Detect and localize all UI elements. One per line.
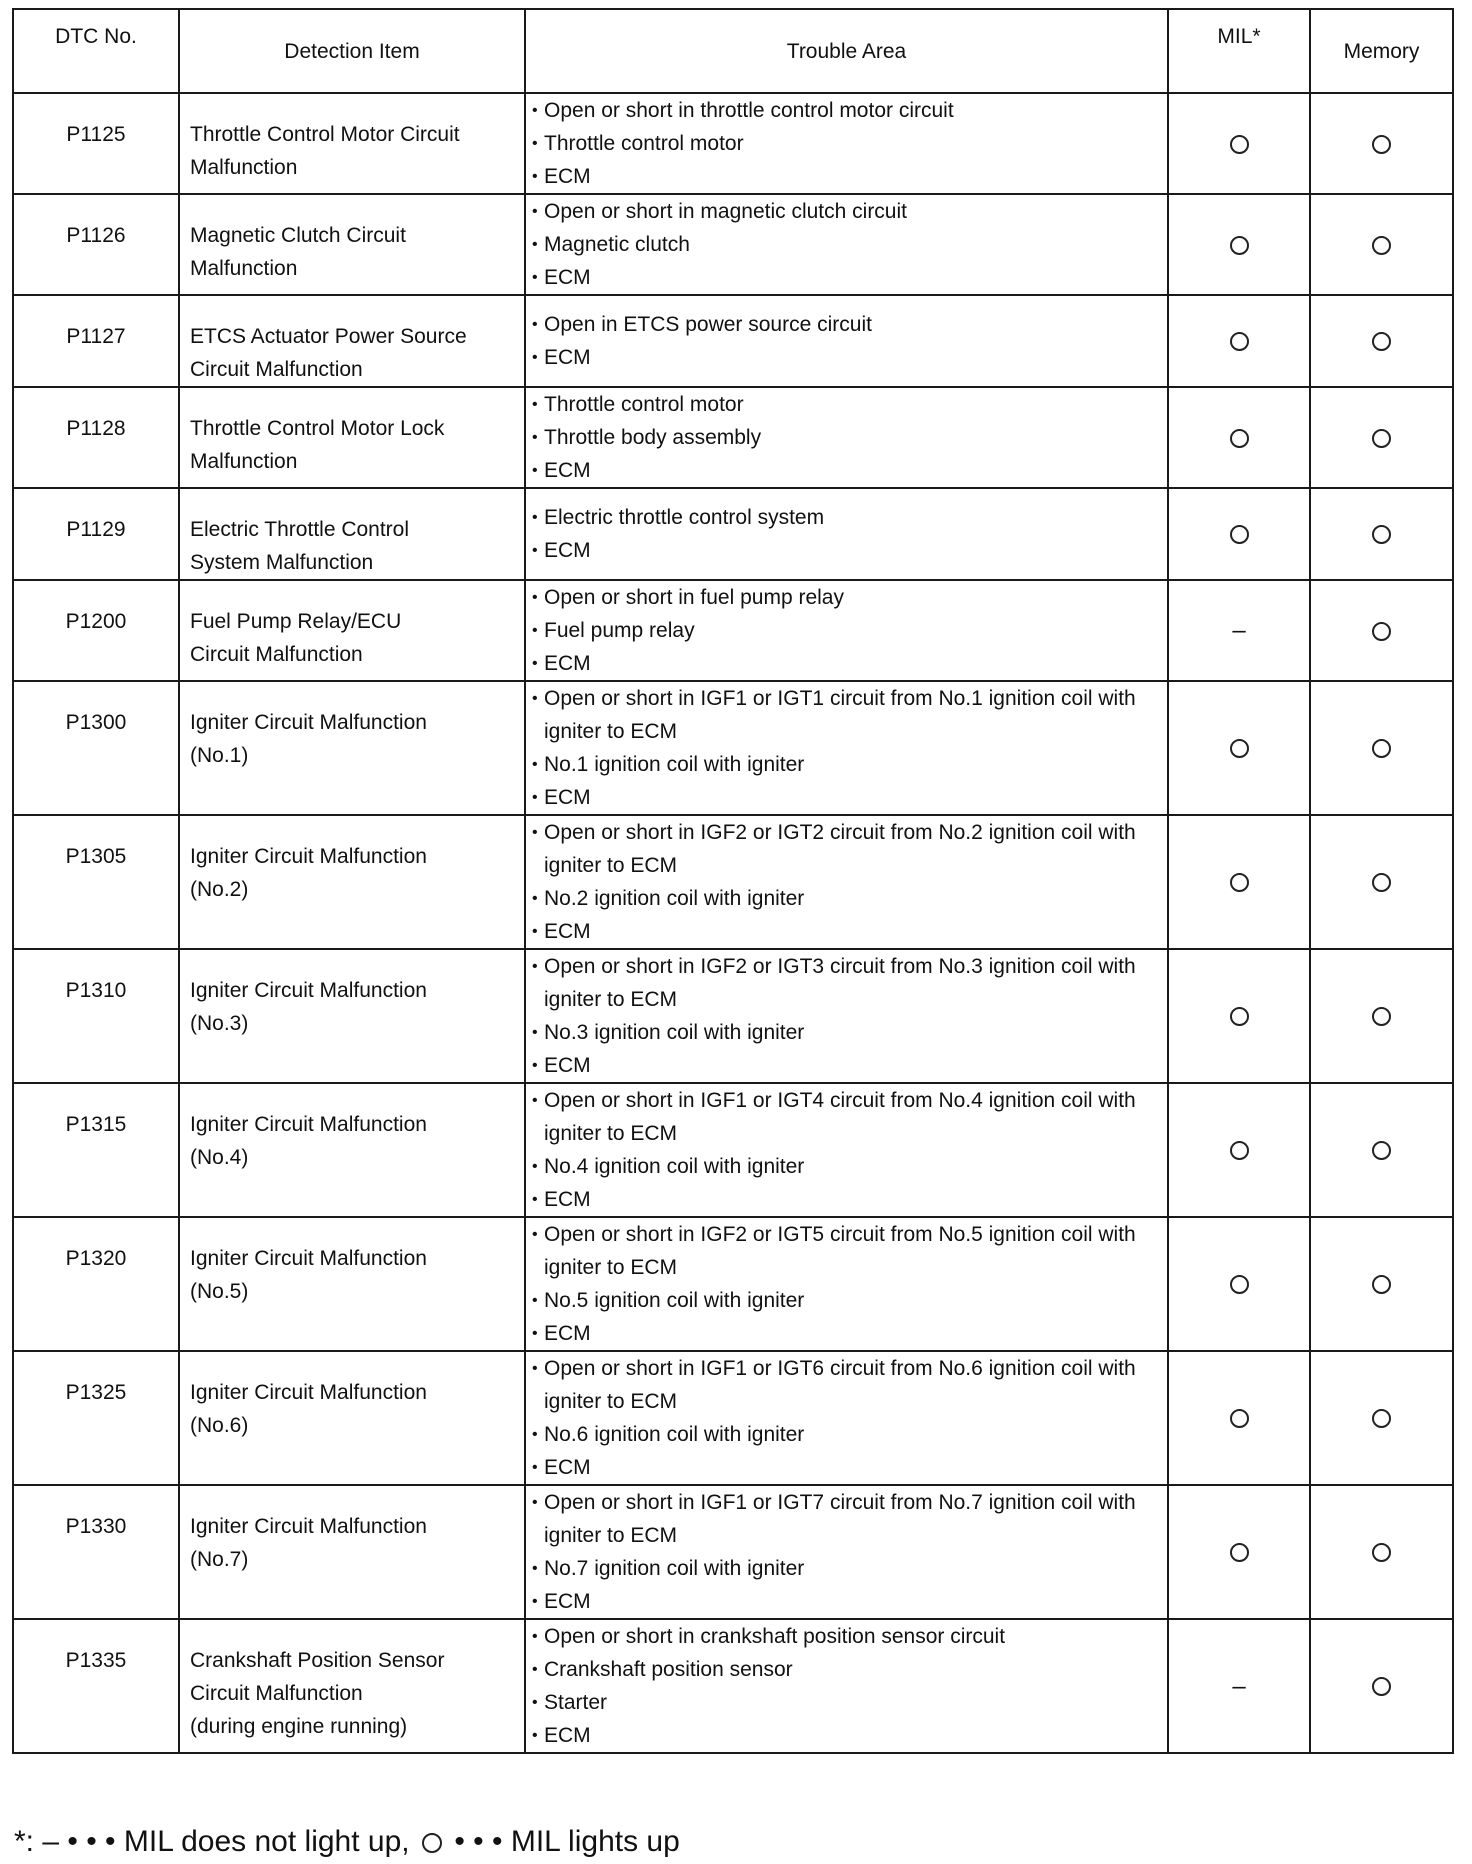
table-row: [13, 949, 1453, 1083]
detection-item-line: Fuel Pump Relay/ECU: [190, 610, 402, 633]
table-row: [13, 488, 1453, 580]
header-detection-item: Detection Item: [179, 9, 525, 93]
mil-cell: [1168, 93, 1310, 194]
mil-cell: [1168, 488, 1310, 580]
footnote: [14, 1824, 680, 1860]
trouble-area: [525, 1083, 1168, 1217]
dtc-code: P1128: [13, 387, 179, 488]
trouble-area-item: • ECM: [532, 534, 1167, 567]
mil-cell: [1168, 1619, 1310, 1753]
trouble-area-item: • ECM: [532, 647, 1167, 680]
trouble-area-item: • ECM: [532, 454, 1167, 487]
table-body: [13, 93, 1453, 1753]
detection-item-line: Igniter Circuit Malfunction: [190, 845, 427, 868]
memory-cell: [1310, 488, 1453, 580]
trouble-area-item: • No.4 ignition coil with igniter: [532, 1150, 1167, 1183]
detection-item-line: Igniter Circuit Malfunction: [190, 979, 427, 1002]
detection-item-line: (No.7): [190, 1548, 249, 1571]
detection-item-line: Malfunction: [190, 450, 298, 473]
dtc-code: P1335: [13, 1619, 179, 1753]
detection-item: [179, 1485, 525, 1619]
trouble-area-item: • ECM: [532, 160, 1167, 193]
trouble-area-list: [532, 308, 1167, 374]
detection-item-line: Circuit Malfunction: [190, 643, 363, 666]
memory-circle-icon: [1372, 236, 1391, 255]
detection-item: [179, 815, 525, 949]
dtc-table: [12, 8, 1454, 1754]
trouble-area-item: • No.3 ignition coil with igniter: [532, 1016, 1167, 1049]
trouble-area-list: [532, 1620, 1167, 1752]
dtc-code: P1125: [13, 93, 179, 194]
memory-circle-icon: [1372, 525, 1391, 544]
table-row: [13, 1217, 1453, 1351]
detection-item: [179, 1619, 525, 1753]
trouble-area-list: [532, 501, 1167, 567]
trouble-area-item: • No.5 ignition coil with igniter: [532, 1284, 1167, 1317]
trouble-area-list: [532, 195, 1167, 294]
trouble-area-item: • Crankshaft position sensor: [532, 1653, 1167, 1686]
detection-item-line: System Malfunction: [190, 551, 374, 574]
mil-circle-icon: [1230, 525, 1249, 544]
trouble-area-item: • No.1 ignition coil with igniter: [532, 748, 1167, 781]
dtc-code: P1200: [13, 580, 179, 681]
mil-cell: [1168, 681, 1310, 815]
detection-item: [179, 1083, 525, 1217]
mil-circle-icon: [1230, 1409, 1249, 1428]
mil-circle-icon: [1230, 1275, 1249, 1294]
detection-item-line: Circuit Malfunction: [190, 1682, 363, 1705]
memory-cell: [1310, 1083, 1453, 1217]
table-row: [13, 1485, 1453, 1619]
trouble-area-item: • ECM: [532, 1049, 1167, 1082]
table-row: [13, 815, 1453, 949]
memory-circle-icon: [1372, 1275, 1391, 1294]
memory-circle-icon: [1372, 739, 1391, 758]
memory-cell: [1310, 387, 1453, 488]
trouble-area: [525, 580, 1168, 681]
trouble-area-list: [532, 94, 1167, 193]
memory-cell: [1310, 580, 1453, 681]
memory-cell: [1310, 1217, 1453, 1351]
trouble-area-item: • Open or short in IGF2 or IGT5 circuit from No.5 ignition coil with igniter to ECM: [532, 1218, 1167, 1284]
trouble-area-list: [532, 388, 1167, 487]
detection-item: [179, 194, 525, 295]
detection-item-line: (No.1): [190, 744, 249, 767]
detection-item-line: Throttle Control Motor Circuit: [190, 123, 460, 146]
trouble-area: [525, 1217, 1168, 1351]
detection-item: [179, 681, 525, 815]
detection-item-line: Magnetic Clutch Circuit: [190, 224, 406, 247]
mil-dash: –: [1232, 617, 1246, 645]
memory-circle-icon: [1372, 1543, 1391, 1562]
trouble-area-item: • Open or short in magnetic clutch circuit: [532, 195, 1167, 228]
dtc-code: P1325: [13, 1351, 179, 1485]
detection-item-line: (No.4): [190, 1146, 249, 1169]
memory-circle-icon: [1372, 135, 1391, 154]
detection-item-line: Electric Throttle Control: [190, 518, 410, 541]
detection-item: [179, 580, 525, 681]
memory-cell: [1310, 295, 1453, 387]
memory-circle-icon: [1372, 332, 1391, 351]
trouble-area-item: • Magnetic clutch: [532, 228, 1167, 261]
header-mil: MIL*: [1168, 9, 1310, 93]
dtc-code: P1127: [13, 295, 179, 387]
detection-item-line: Igniter Circuit Malfunction: [190, 1113, 427, 1136]
trouble-area: [525, 194, 1168, 295]
detection-item-line: (No.6): [190, 1414, 249, 1437]
dtc-code: P1315: [13, 1083, 179, 1217]
trouble-area: [525, 387, 1168, 488]
detection-item-line: (No.3): [190, 1012, 249, 1035]
trouble-area: [525, 295, 1168, 387]
detection-item-line: Malfunction: [190, 156, 298, 179]
trouble-area-list: [532, 581, 1167, 680]
trouble-area-item: • ECM: [532, 341, 1167, 374]
trouble-area-item: • Open in ETCS power source circuit: [532, 308, 1167, 341]
detection-item: [179, 488, 525, 580]
trouble-area-item: • Electric throttle control system: [532, 501, 1167, 534]
detection-item: [179, 949, 525, 1083]
mil-circle-icon: [1230, 1141, 1249, 1160]
detection-item-line: Circuit Malfunction: [190, 358, 363, 381]
header-memory: Memory: [1310, 9, 1453, 93]
memory-cell: [1310, 815, 1453, 949]
trouble-area: [525, 93, 1168, 194]
trouble-area-item: • Open or short in throttle control motor circuit: [532, 94, 1167, 127]
memory-circle-icon: [1372, 622, 1391, 641]
trouble-area: [525, 681, 1168, 815]
trouble-area-item: • ECM: [532, 261, 1167, 294]
trouble-area-item: • Open or short in IGF2 or IGT2 circuit from No.2 ignition coil with igniter to ECM: [532, 816, 1167, 882]
trouble-area-item: • ECM: [532, 1183, 1167, 1216]
memory-circle-icon: [1372, 1141, 1391, 1160]
trouble-area-list: [532, 816, 1167, 948]
memory-circle-icon: [1372, 1677, 1391, 1696]
memory-cell: [1310, 681, 1453, 815]
trouble-area-list: [532, 1486, 1167, 1618]
memory-circle-icon: [1372, 429, 1391, 448]
dtc-code: P1320: [13, 1217, 179, 1351]
mil-circle-icon: [1230, 1007, 1249, 1026]
header-trouble-area: Trouble Area: [525, 9, 1168, 93]
trouble-area-item: • Open or short in IGF2 or IGT3 circuit from No.3 ignition coil with igniter to ECM: [532, 950, 1167, 1016]
dtc-code: P1300: [13, 681, 179, 815]
memory-cell: [1310, 1485, 1453, 1619]
mil-circle-icon: [1230, 873, 1249, 892]
detection-item: [179, 1351, 525, 1485]
dtc-code: P1310: [13, 949, 179, 1083]
lights-up-circle-icon: [422, 1833, 442, 1853]
mil-circle-icon: [1230, 429, 1249, 448]
trouble-area-item: • ECM: [532, 1317, 1167, 1350]
trouble-area: [525, 815, 1168, 949]
memory-cell: [1310, 194, 1453, 295]
trouble-area-item: • ECM: [532, 1585, 1167, 1618]
trouble-area-item: • Open or short in IGF1 or IGT4 circuit from No.4 ignition coil with igniter to ECM: [532, 1084, 1167, 1150]
detection-item-line: Igniter Circuit Malfunction: [190, 1381, 427, 1404]
table-row: [13, 93, 1453, 194]
mil-circle-icon: [1230, 739, 1249, 758]
mil-cell: [1168, 580, 1310, 681]
detection-item: [179, 93, 525, 194]
mil-cell: [1168, 1217, 1310, 1351]
mil-cell: [1168, 815, 1310, 949]
mil-cell: [1168, 194, 1310, 295]
trouble-area-item: • No.6 ignition coil with igniter: [532, 1418, 1167, 1451]
memory-circle-icon: [1372, 1007, 1391, 1026]
detection-item-line: ETCS Actuator Power Source: [190, 325, 467, 348]
mil-cell: [1168, 1351, 1310, 1485]
trouble-area-item: • ECM: [532, 1451, 1167, 1484]
trouble-area: [525, 1351, 1168, 1485]
trouble-area-item: • Open or short in IGF1 or IGT7 circuit from No.7 ignition coil with igniter to ECM: [532, 1486, 1167, 1552]
trouble-area-item: • Throttle control motor: [532, 388, 1167, 421]
mil-cell: [1168, 949, 1310, 1083]
memory-cell: [1310, 93, 1453, 194]
mil-cell: [1168, 1083, 1310, 1217]
trouble-area-item: • ECM: [532, 1719, 1167, 1752]
mil-dash: –: [1232, 1672, 1246, 1700]
memory-cell: [1310, 949, 1453, 1083]
trouble-area: [525, 1619, 1168, 1753]
memory-circle-icon: [1372, 873, 1391, 892]
table-row: [13, 295, 1453, 387]
detection-item-line: (during engine running): [190, 1715, 408, 1738]
trouble-area-item: • ECM: [532, 781, 1167, 814]
mil-cell: [1168, 387, 1310, 488]
trouble-area-list: [532, 682, 1167, 814]
detection-item-line: (No.5): [190, 1280, 249, 1303]
trouble-area-item: • ECM: [532, 915, 1167, 948]
dtc-code: P1330: [13, 1485, 179, 1619]
detection-item: [179, 295, 525, 387]
trouble-area-list: [532, 1218, 1167, 1350]
dtc-code: P1305: [13, 815, 179, 949]
table-row: [13, 387, 1453, 488]
trouble-area-item: • Fuel pump relay: [532, 614, 1167, 647]
table-row: [13, 194, 1453, 295]
detection-item-line: Throttle Control Motor Lock: [190, 417, 445, 440]
header-row: [13, 9, 1453, 93]
trouble-area-item: • Open or short in IGF1 or IGT1 circuit from No.1 ignition coil with igniter to ECM: [532, 682, 1167, 748]
trouble-area: [525, 488, 1168, 580]
memory-cell: [1310, 1351, 1453, 1485]
memory-circle-icon: [1372, 1409, 1391, 1428]
table-row: [13, 1083, 1453, 1217]
trouble-area-list: [532, 950, 1167, 1082]
memory-cell: [1310, 1619, 1453, 1753]
table-header: [13, 9, 1453, 93]
trouble-area-item: • Open or short in fuel pump relay: [532, 581, 1167, 614]
detection-item-line: Crankshaft Position Sensor: [190, 1649, 445, 1672]
footnote-prefix: *: – • • • MIL does not light up,: [14, 1825, 410, 1858]
table-row: [13, 1619, 1453, 1753]
trouble-area-item: • Starter: [532, 1686, 1167, 1719]
footnote-suffix: • • • MIL lights up: [454, 1825, 680, 1858]
trouble-area: [525, 949, 1168, 1083]
mil-circle-icon: [1230, 236, 1249, 255]
detection-item: [179, 1217, 525, 1351]
mil-circle-icon: [1230, 332, 1249, 351]
trouble-area-item: • Open or short in IGF1 or IGT6 circuit from No.6 ignition coil with igniter to ECM: [532, 1352, 1167, 1418]
trouble-area-item: • No.2 ignition coil with igniter: [532, 882, 1167, 915]
trouble-area-item: • Throttle body assembly: [532, 421, 1167, 454]
detection-item: [179, 387, 525, 488]
trouble-area: [525, 1485, 1168, 1619]
detection-item-line: Igniter Circuit Malfunction: [190, 1247, 427, 1270]
mil-cell: [1168, 295, 1310, 387]
table-row: [13, 580, 1453, 681]
detection-item-line: (No.2): [190, 878, 249, 901]
detection-item-line: Igniter Circuit Malfunction: [190, 711, 427, 734]
dtc-code: P1126: [13, 194, 179, 295]
trouble-area-list: [532, 1084, 1167, 1216]
table-row: [13, 1351, 1453, 1485]
detection-item-line: Malfunction: [190, 257, 298, 280]
trouble-area-item: • No.7 ignition coil with igniter: [532, 1552, 1167, 1585]
mil-circle-icon: [1230, 1543, 1249, 1562]
mil-cell: [1168, 1485, 1310, 1619]
header-dtc-no: DTC No.: [13, 9, 179, 93]
trouble-area-item: • Open or short in crankshaft position sensor circuit: [532, 1620, 1167, 1653]
dtc-code: P1129: [13, 488, 179, 580]
trouble-area-item: • Throttle control motor: [532, 127, 1167, 160]
detection-item-line: Igniter Circuit Malfunction: [190, 1515, 427, 1538]
mil-circle-icon: [1230, 135, 1249, 154]
table-row: [13, 681, 1453, 815]
trouble-area-list: [532, 1352, 1167, 1484]
